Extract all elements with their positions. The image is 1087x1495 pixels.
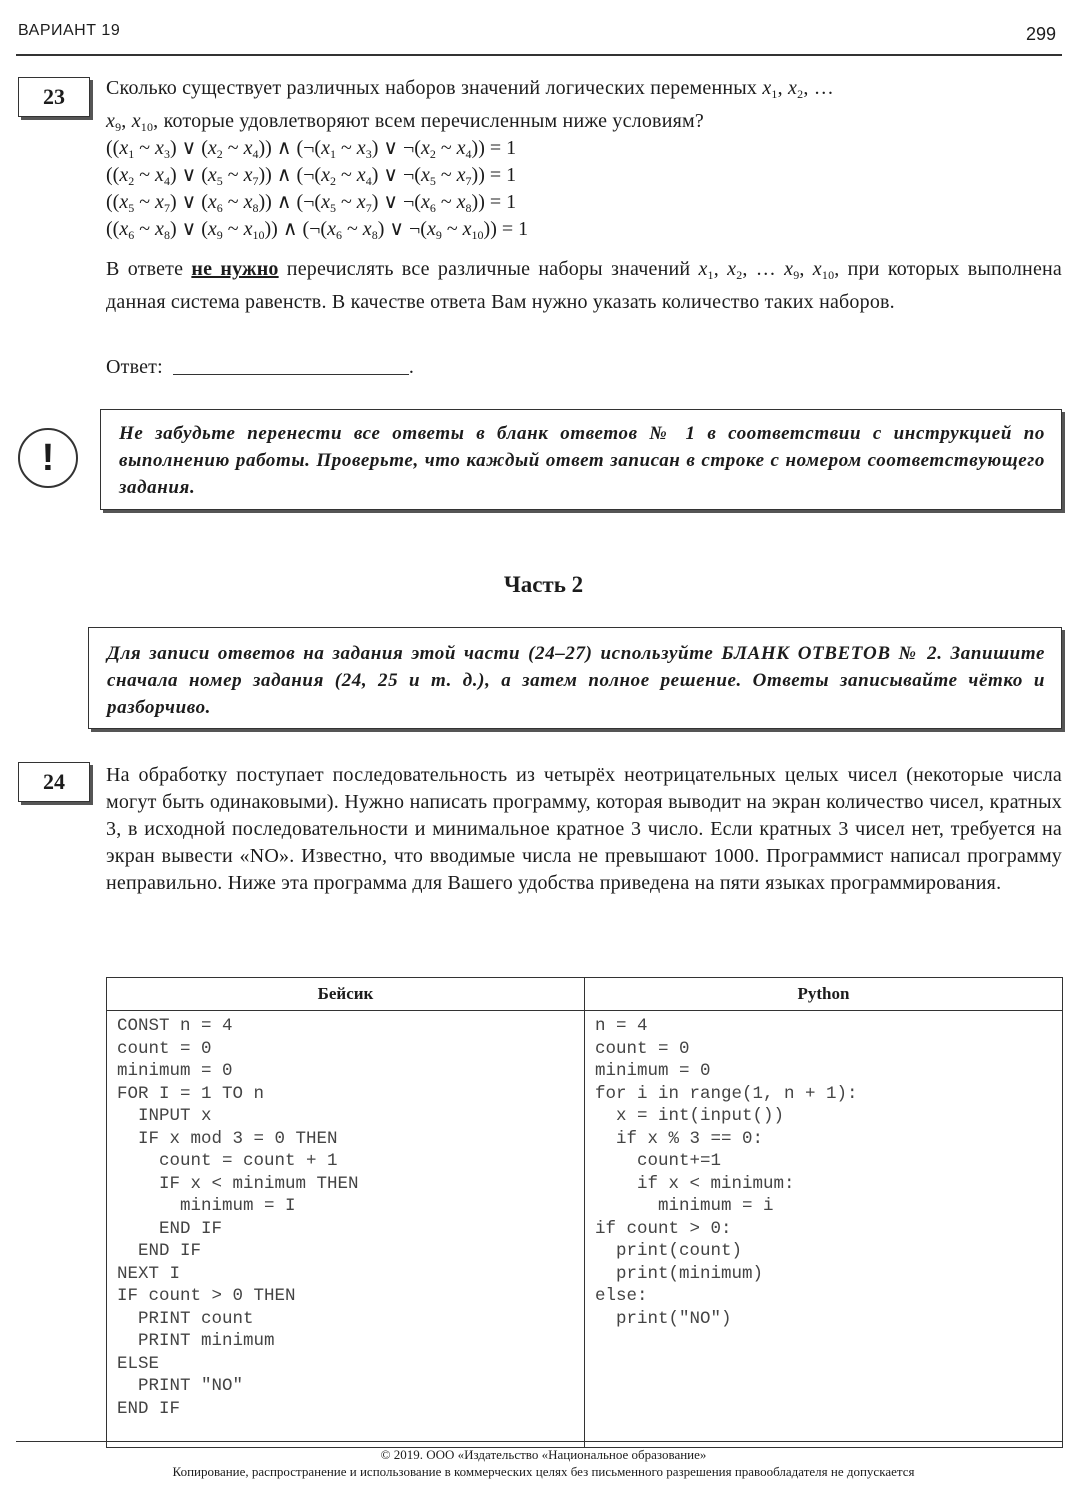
python-code-line: if x % 3 == 0: [595,1128,764,1149]
python-code-line: count+=1 [595,1151,722,1171]
basic-code-line: minimum = I [117,1196,296,1216]
answer-blank-line [173,356,409,375]
python-code-line: print(minimum) [595,1263,764,1284]
basic-code-line: INPUT x [117,1106,212,1126]
reminder-box [100,409,1062,510]
python-code-line: print(count) [595,1241,743,1261]
exclamation-icon: ! [18,428,78,488]
python-code-line: if x < minimum: [595,1173,795,1194]
task-24-number: 24 [18,762,90,802]
page-number: 299 [1026,24,1057,44]
task-23-question-text: Сколько существует различных наборов значений логических переменных [106,77,763,99]
equation-2: (($x_2$ ~ $x_4$) ∨ ($x_5$ ~ $x_7$)) ∧ ($\neg(x_2$ ~ $x_4$) ∨ $\neg(x_5$ ~ $x_7)) = 1$ [106,164,517,188]
answer-field: Ответ: . [106,356,415,378]
python-code-line: minimum = 0 [595,1061,711,1081]
equation-1: (($x_1$ ~ $x_3$) ∨ ($x_2$ ~ $x_4$)) ∧ ($\neg(x_1$ ~ $x_3$) ∨ $\neg(x_2$ ~ $x_4)) = 1$ [106,137,517,161]
basic-code-line: CONST n = 4 [117,1016,233,1036]
variant-label: ВАРИАНТ 19 [18,22,121,39]
equation-3: (($x_5$ ~ $x_7$) ∨ ($x_6$ ~ $x_8$)) ∧ ($\neg(x_5$ ~ $x_7$) ∨ $\neg(x_6$ ~ $x_8)) = 1$ [106,191,517,215]
equation-4: (($x_6$ ~ $x_8$) ∨ ($x_9$ ~ $x_{10}$)) ∧ ($\neg(x_6$ ~ $x_8$) ∨ $\neg(x_9$ ~ $x_{10})) = 1$ [106,218,529,242]
part-2-instructions-box [88,627,1062,729]
basic-code-line: PRINT "NO" [117,1376,244,1396]
part-2-instructions: Для записи ответов на задания этой части (24–27) используйте БЛАНК ОТВЕТОВ № 2. Запишите сначала номер задания (24, 25 и т. д.), а затем полное решение. Ответы записывайте чётко и разборчиво. [107,643,1045,718]
python-code-line: else: [595,1286,648,1306]
basic-code-line: IF x mod 3 = 0 THEN [117,1128,338,1149]
python-code-line: if count > 0: [595,1218,732,1239]
basic-column-header: Бейсик [107,978,585,1011]
python-code-line: n = 4 [595,1016,648,1036]
task-23-question: Сколько существует различных наборов значений логических переменных $x_1$, $x_2$, … $x_9$, $x_{10}$, которые удовлетворяют всем перечисленным ниже условиям? [106,77,834,134]
basic-code-line: PRINT count [117,1308,254,1329]
answer-label: Ответ: [106,356,163,378]
basic-code-line: minimum = 0 [117,1061,233,1081]
basic-code-line: count = 0 [117,1038,212,1059]
basic-code-line: END IF [117,1218,223,1239]
basic-code-line: IF x < minimum THEN [117,1173,359,1194]
footer-divider [16,1441,1062,1442]
basic-code-cell [107,1011,585,1448]
reminder-text: Не забудьте перенести все ответы в бланк ответов № 1 в соответствии с инструкцией по выполнению работы. Проверьте, что каждый ответ записан в строке с номером соответствующего задания. [119,423,1045,498]
basic-code-line: IF count > 0 THEN [117,1286,296,1306]
python-code-line: minimum = i [595,1196,774,1216]
basic-code-line: PRINT minimum [117,1331,275,1351]
task-24-text: На обработку поступает последовательность из четырёх неотрицательных целых чисел (некоторые числа могут быть одинаковыми). Нужно написать программу, которая выводит на экран количество чисел, кратных 3, в исходной последовательности и минимальное кратное 3 число. Если кратных 3 чисел нет, требуется на экран вывести «NO». Известно, что вводимые числа не превышают 1000. Программист написал программу неправильно. Ниже эта программа для Вашего удобства приведена на пяти языках программирования. [106,764,1062,894]
python-code-line: for i in range(1, n + 1): [595,1083,858,1104]
header-divider [16,54,1062,56]
equation-system [106,135,528,243]
python-code-cell [585,1011,1063,1448]
part-2-title: Часть 2 [503,572,584,597]
basic-code-line: NEXT I [117,1263,181,1284]
basic-code-line: END IF [117,1398,181,1419]
code-table [106,977,1063,1448]
basic-code-line: FOR I = 1 TO n [117,1083,265,1104]
basic-code-line: END IF [117,1241,202,1261]
python-column-header: Python [585,978,1063,1011]
copyright-notice: Копирование, распространение и использование в коммерческих целях без письменного разрешения правообладателя не допускается [172,1464,915,1479]
task-23-number: 23 [18,77,90,117]
task-23-question-tail: , которые удовлетворяют всем перечисленным ниже условиям? [153,110,704,132]
basic-code-line: count = count + 1 [117,1151,338,1171]
task-23-note: В ответе не нужно перечислять все различные наборы значений $x_1$, $x_2$, … $x_9$, $x_{10}$, при которых выполнена данная система равенств. В качестве ответа Вам нужно указать количество таких наборов. [106,258,1062,313]
python-code-line: print("NO") [595,1308,732,1329]
copyright-line: © 2019. ООО «Издательство «Национальное образование» [380,1447,707,1462]
python-code-line: count = 0 [595,1038,690,1059]
emphasis-not-needed: не нужно [191,258,279,280]
basic-code-line: ELSE [117,1353,160,1374]
python-code-line: x = int(input()) [595,1106,785,1126]
